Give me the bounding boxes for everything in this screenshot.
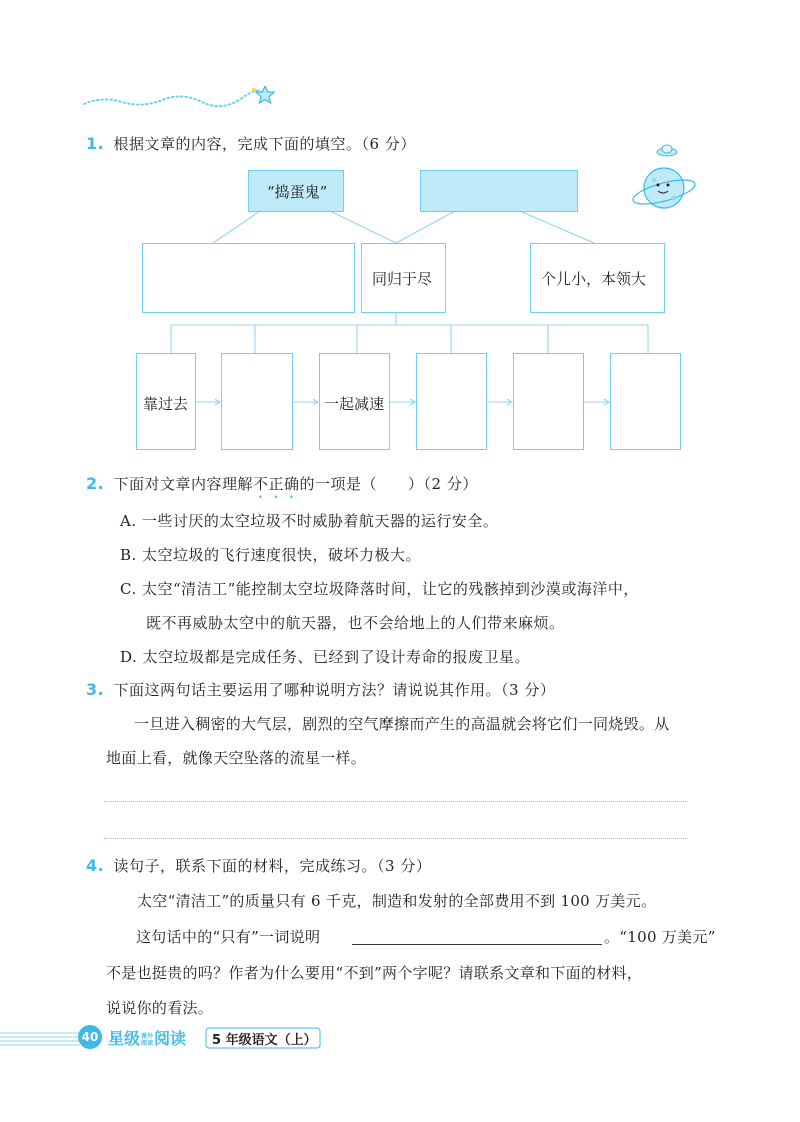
series-title	[108, 1026, 186, 1049]
diagram-bottom-label-1: 靠过去	[143, 395, 189, 413]
diagram-bottom-box-6[interactable]	[610, 353, 681, 450]
diagram-bottom-box-5[interactable]	[513, 353, 584, 450]
question-2-emphasis: 不正确	[253, 475, 300, 493]
question-4-line-4: 说说你的看法。	[106, 999, 214, 1017]
question-2-option-c[interactable]: C. 太空“清洁工”能控制太空垃圾降落时间，让它的残骸掉到沙漠或海洋中，	[120, 580, 639, 598]
diagram-mid-left-box[interactable]	[142, 243, 355, 313]
question-3	[86, 679, 555, 700]
page-number: 40	[81, 1030, 99, 1044]
diagram-bottom-box-3	[319, 353, 390, 450]
question-4-answer-blank[interactable]	[352, 944, 602, 945]
diagram-mid-center-box	[361, 243, 446, 313]
diagram-top-left-label: “捣蛋鬼”	[267, 183, 328, 201]
question-2-option-c-continued: 既不再威胁太空中的航天器，也不会给地上的人们带来麻烦。	[146, 614, 565, 632]
question-4-sentence: 太空“清洁工”的质量只有 6 千克，制造和发射的全部费用不到 100 万美元。	[137, 892, 657, 910]
question-3-passage-line-2: 地面上看，就像天空坠落的流星一样。	[106, 749, 367, 767]
series-small-top: 课外	[141, 1032, 154, 1040]
question-2	[86, 473, 478, 502]
diagram-bottom-box-1	[136, 353, 196, 450]
diagram-mid-center-label: 同归于尽	[372, 270, 433, 288]
diagram-bottom-box-4[interactable]	[416, 353, 487, 450]
question-3-text: 下面这两句话主要运用了哪种说明方法？请说说其作用。（3 分）	[113, 681, 556, 699]
question-2-option-d[interactable]: D. 太空垃圾都是完成任务、已经到了设计寿命的报废卫星。	[120, 648, 531, 666]
diagram-bottom-box-2[interactable]	[221, 353, 293, 450]
diagram-top-left-box	[248, 170, 344, 212]
series-title-part-1: 星级	[108, 1029, 141, 1048]
series-small-bottom: 阅读	[141, 1039, 154, 1047]
series-title-stack	[141, 1033, 153, 1047]
question-4-line-2-after: 。“100 万美元”	[604, 928, 716, 946]
page-number-badge	[78, 1025, 102, 1049]
question-3-answer-line-1[interactable]	[104, 801, 688, 802]
question-2-text-after: 的一项是（ ）（2 分）	[299, 475, 478, 493]
question-4-line-3: 不是也挺贵的吗？作者为什么要用“不到”两个字呢？请联系文章和下面的材料，	[106, 964, 643, 982]
question-4-number: 4.	[86, 856, 105, 875]
question-1-text: 根据文章的内容，完成下面的填空。（6 分）	[113, 135, 416, 153]
question-1-number: 1.	[86, 134, 105, 153]
diagram-bottom-label-3: 一起减速	[324, 395, 385, 413]
question-2-option-a[interactable]: A. 一些讨厌的太空垃圾不时威胁着航天器的运行安全。	[120, 512, 499, 530]
series-title-part-2: 阅读	[154, 1029, 187, 1048]
question-4-text: 读句子，联系下面的材料，完成练习。（3 分）	[113, 857, 432, 875]
question-3-passage-line-1: 一旦进入稠密的大气层，剧烈的空气摩擦而产生的高温就会将它们一同烧毁。从	[134, 715, 670, 733]
question-2-number: 2.	[86, 474, 105, 493]
question-3-number: 3.	[86, 680, 105, 699]
question-2-option-b[interactable]: B. 太空垃圾的飞行速度很快，破坏力极大。	[120, 546, 422, 564]
diagram-top-right-box[interactable]	[420, 170, 578, 212]
diagram-mid-right-box	[530, 243, 665, 313]
question-3-answer-line-2[interactable]	[104, 838, 688, 839]
grade-label: 5 年级语文（上）	[212, 1033, 317, 1048]
question-4-line-2-before: 这句话中的“只有”一词说明	[136, 928, 321, 946]
question-2-text-before: 下面对文章内容理解	[113, 475, 254, 493]
diagram-mid-right-label: 个儿小，本领大	[541, 270, 647, 288]
question-4	[86, 855, 431, 876]
